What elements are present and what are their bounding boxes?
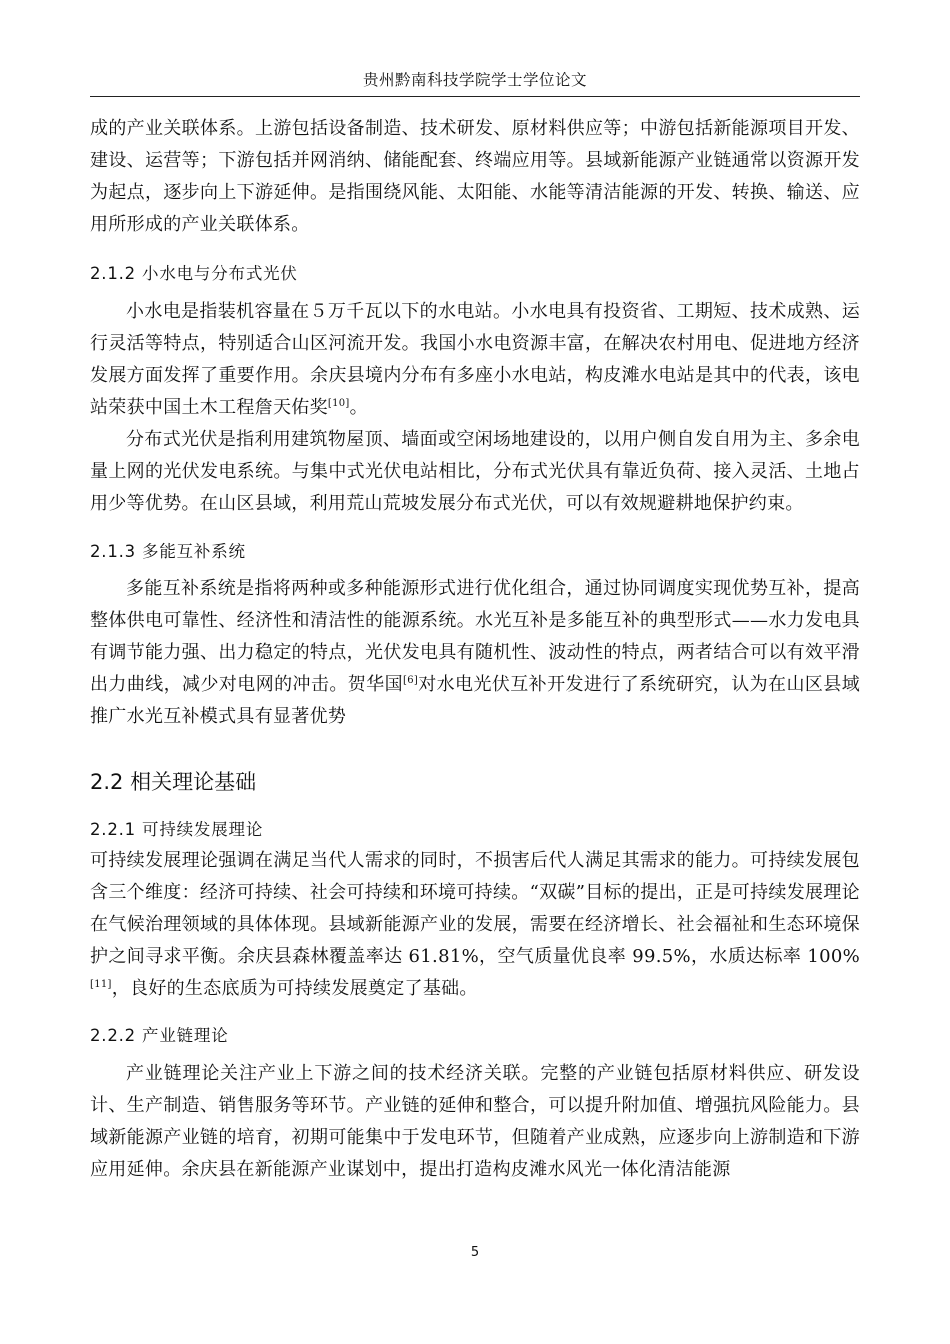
citation-11[interactable]: [11] xyxy=(90,979,112,990)
running-header: 贵州黔南科技学院学士学位论文 xyxy=(362,71,587,89)
paragraph-text: 小水电是指装机容量在５万千瓦以下的水电站。小水电具有投资省、工期短、技术成熟、运行灵活等特点，特别适合山区河流开发。我国小水电资源丰富，在解决农村用电、促进地方经济发展方面发挥了重要作用。余庆县境内分布有多座小水电站，构皮滩水电站是其中的代表，该电站荣获中国土木工程詹天佑奖 xyxy=(90,301,860,418)
paragraph-text: 。 xyxy=(349,397,368,418)
citation-10[interactable]: [10] xyxy=(327,398,350,409)
paragraph-sustainability xyxy=(90,845,860,1005)
paragraph-text: ，良好的生态底质为可持续发展奠定了基础。 xyxy=(111,978,478,999)
paragraph-text: 可持续发展理论强调在满足当代人需求的同时，不损害后代人满足其需求的能力。可持续发展包含三个维度：经济可持续、社会可持续和环境可持续。“双碳”目标的提出，正是可持续发展理论在气候治理领域的具体体现。县域新能源产业的发展，需要在经济增长、社会福祉和生态环境保护之间寻求平衡。余庆县森林覆盖率达 61.81%，空气质量优良率 99.5%，水质达标率 100% xyxy=(90,850,860,967)
paragraph-industry-chain-cont: 成的产业关联体系。上游包括设备制造、技术研发、原材料供应等；中游包括新能源项目开发、建设、运营等；下游包括并网消纳、储能配套、终端应用等。县域新能源产业链通常以资源开发为起点，逐步向上下游延伸。是指围绕风能、太阳能、水能等清洁能源的开发、转换、输送、应用所形成的产业关联体系。 xyxy=(90,118,860,235)
paragraph-small-hydro xyxy=(90,296,860,424)
paragraph-industry-chain-theory: 产业链理论关注产业上下游之间的技术经济关联。完整的产业链包括原材料供应、研发设计、生产制造、销售服务等环节。产业链的延伸和整合，可以提升附加值、增强抗风险能力。县域新能源产业链的培育，初期可能集中于发电环节，但随着产业成熟，应逐步向上游制造和下游应用延伸。余庆县在新能源产业谋划中，提出打造构皮滩水风光一体化清洁能源 xyxy=(90,1063,860,1180)
heading-2-1-3: 2.1.3 多能互补系统 xyxy=(90,542,246,561)
page-number: 5 xyxy=(470,1245,480,1260)
heading-2-2: 2.2 相关理论基础 xyxy=(90,770,257,794)
paragraph-multi-energy xyxy=(90,573,860,733)
heading-2-2-2: 2.2.2 产业链理论 xyxy=(90,1026,229,1045)
heading-2-1-2: 2.1.2 小水电与分布式光伏 xyxy=(90,264,298,283)
page-body xyxy=(90,113,860,1186)
header-rule xyxy=(90,96,860,97)
heading-2-2-1: 2.2.1 可持续发展理论 xyxy=(90,820,264,839)
citation-6[interactable]: [6] xyxy=(403,675,419,686)
paragraph-text: 多能互补系统是指将两种或多种能源形式进行优化组合，通过协同调度实现优势互补，提高整体供电可靠性、经济性和清洁性的能源系统。水光互补是多能互补的典型形式——水力发电具有调节能力强、出力稳定的特点，光伏发电具有随机性、波动性的特点，两者结合可以有效平滑出力曲线，减少对电网的冲击。贺华国 xyxy=(90,578,860,695)
paragraph-text: 对水电光伏互补开发进行了系统研究，认为在山区县域推广水光互补模式具有显著优势 xyxy=(90,674,860,727)
paragraph-distributed-pv: 分布式光伏是指利用建筑物屋顶、墙面或空闲场地建设的，以用户侧自发自用为主、多余电量上网的光伏发电系统。与集中式光伏电站相比，分布式光伏具有靠近负荷、接入灵活、土地占用少等优势。在山区县域，利用荒山荒坡发展分布式光伏，可以有效规避耕地保护约束。 xyxy=(90,429,860,514)
